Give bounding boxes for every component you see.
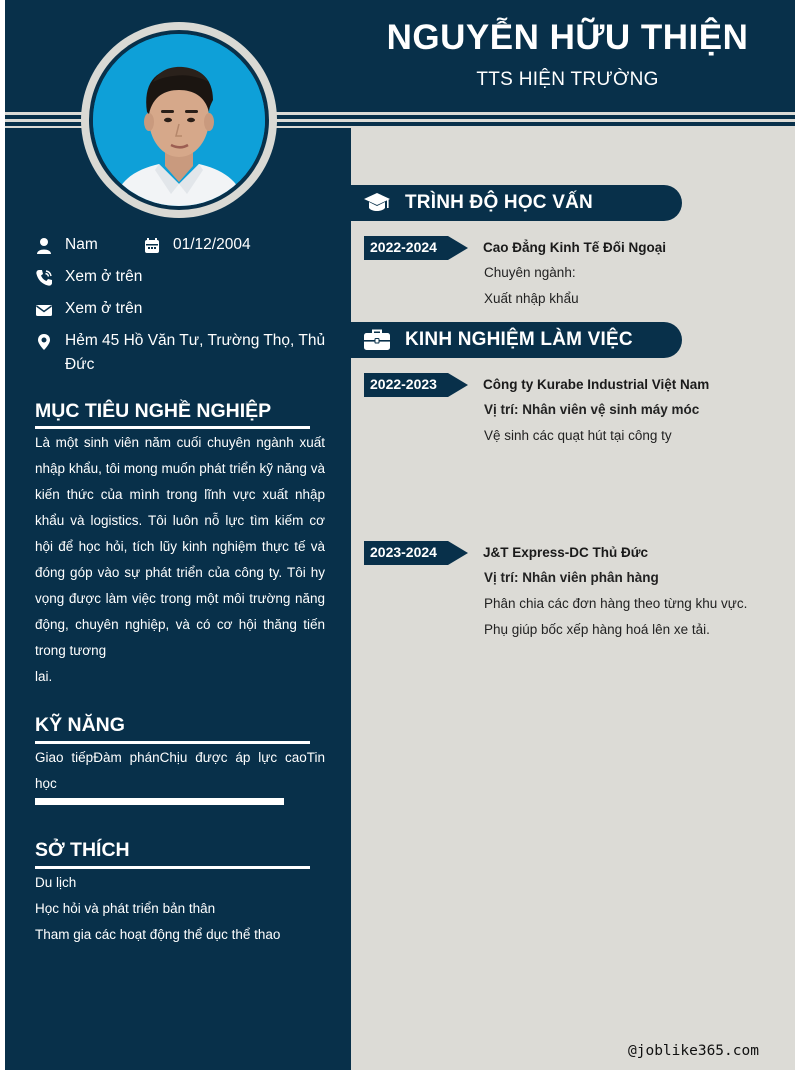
experience-year-tag [364, 373, 468, 397]
company-name: Công ty Kurabe Industrial Việt Nam [483, 377, 710, 392]
gender-row [35, 236, 98, 257]
phone-icon [35, 269, 53, 287]
company-name: J&T Express-DC Thủ Đức [483, 545, 649, 560]
address-value: Hẻm 45 Hồ Văn Tư, Trường Thọ, Thủ Đức [65, 332, 326, 373]
education-years: 2022-2024 [370, 239, 437, 255]
phone-value: Xem ở trên [65, 268, 143, 285]
gender-value: Nam [65, 236, 98, 253]
job-title: TTS HIỆN TRƯỜNG [476, 69, 659, 90]
major-value: Xuất nhập khẩu [484, 291, 579, 306]
hobby-item: Du lịch [35, 875, 77, 890]
position-title: Vị trí: Nhân viên phân hàng [484, 570, 659, 585]
email-row [35, 300, 142, 321]
birthday-row [143, 236, 251, 257]
briefcase-icon [363, 328, 391, 352]
objective-text [35, 430, 325, 690]
phone-row [35, 268, 142, 289]
position-title: Vị trí: Nhân viên vệ sinh máy móc [484, 402, 700, 417]
hobby-item: Học hỏi và phát triển bản thân [35, 901, 216, 916]
experience-heading: KINH NGHIỆM LÀM VIỆC [405, 329, 633, 350]
experience-year-tag [364, 541, 468, 565]
education-heading-bar [351, 185, 682, 221]
address-row [35, 332, 330, 377]
skills-text: Giao tiếpĐàm phánChịu được áp lực caoTin học [35, 750, 325, 791]
hobbies-rule [35, 866, 310, 869]
major-label: Chuyên ngành: [484, 265, 576, 280]
objective-body: Là một sinh viên năm cuối chuyên ngành xuất nhập khẩu, tôi mong muốn phát triển kỹ năng và kiến thức của mình trong lĩnh vực xuất nhập khẩu và logistics. Tôi luôn nỗ lực tìm kiếm cơ hội để học hỏi, tích lũy kinh nghiệm thực tế và đóng góp vào sự phát triển của công ty. Tôi hy vọng được làm việc trong một môi trường năng động, chuyên nghiệp, và có cơ hội thăng tiến trong tương [35, 435, 325, 658]
portrait-photo [93, 34, 265, 206]
objective-rule [35, 426, 310, 429]
avatar [93, 34, 265, 206]
experience-heading-bar [351, 322, 682, 358]
education-heading: TRÌNH ĐỘ HỌC VẤN [405, 192, 593, 213]
location-pin-icon [35, 333, 53, 351]
birthday-value: 01/12/2004 [173, 236, 251, 253]
experience-years: 2022-2023 [370, 376, 437, 392]
watermark: @joblike365.com [628, 1043, 759, 1059]
skills-heading: KỸ NĂNG [35, 714, 125, 736]
school-name: Cao Đẳng Kinh Tế Đối Ngoại [483, 240, 667, 255]
objective-heading: MỤC TIÊU NGHỀ NGHIỆP [35, 400, 272, 422]
hobby-item: Tham gia các hoạt động thể dục thể thao [35, 927, 281, 942]
skills-rule [35, 741, 310, 744]
education-year-tag [364, 236, 468, 260]
experience-years: 2023-2024 [370, 544, 437, 560]
job-description: Phân chia các đơn hàng theo từng khu vực. [484, 596, 748, 611]
objective-tail: lai. [35, 669, 53, 684]
graduation-cap-icon [363, 191, 391, 215]
job-description: Vệ sinh các quạt hút tại công ty [484, 428, 672, 443]
sidebar [5, 128, 351, 1070]
skill-level-bar [35, 798, 284, 805]
calendar-icon [143, 237, 161, 255]
email-value: Xem ở trên [65, 300, 143, 317]
envelope-icon [35, 301, 53, 319]
candidate-name: NGUYỄN HỮU THIỆN [386, 18, 749, 57]
hobbies-heading: SỞ THÍCH [35, 839, 130, 861]
cv-page [5, 0, 795, 1070]
user-icon [35, 237, 53, 255]
job-description: Phụ giúp bốc xếp hàng hoá lên xe tải. [484, 622, 710, 637]
